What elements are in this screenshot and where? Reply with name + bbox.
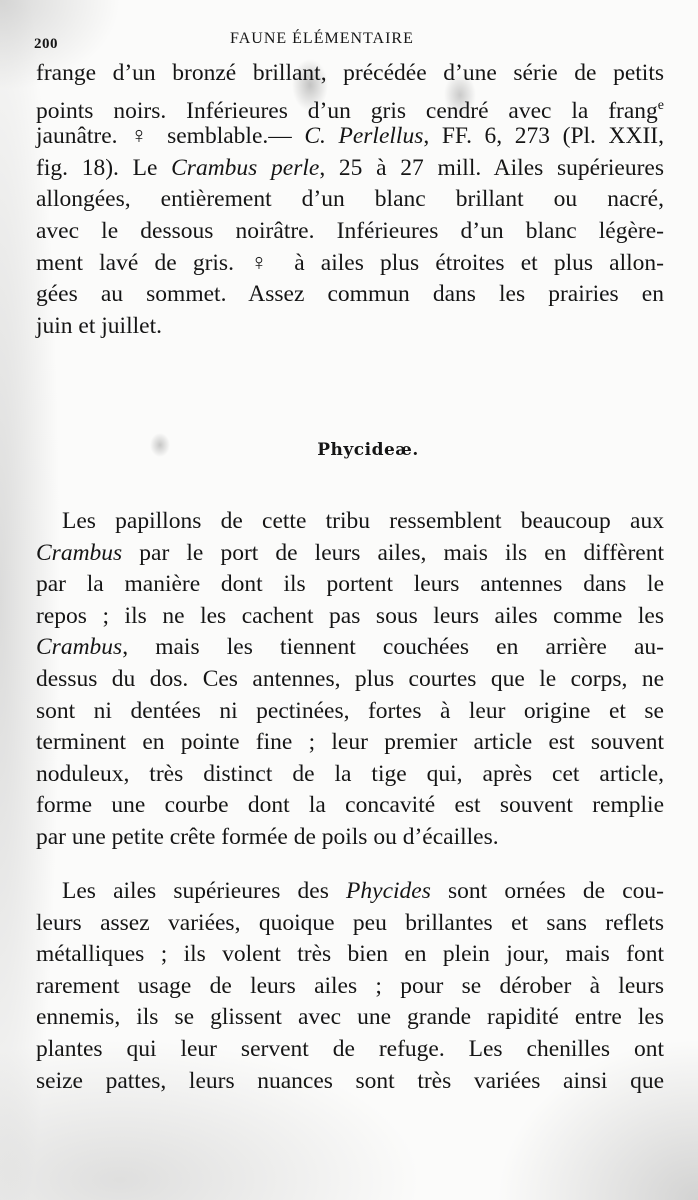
italic-genus-name: Crambus	[36, 539, 123, 566]
text-line: jaunâtre. ♀ semblable.— C. Perlellus, FF. 6, 273 (Pl. XXII,	[36, 123, 664, 150]
text-line: métalliques ; ils volent très bien en plein jour, mais font	[36, 941, 664, 968]
text-line: Les ailes supérieures des Phycides sont ornées de cou-	[62, 878, 664, 904]
text-line: terminent en pointe fine ; leur premier article est souvent	[36, 729, 664, 756]
text-line: points noirs. Inférieures d’un gris cendré avec la frang$^e$	[36, 97, 664, 124]
text-line: avec le dessous noirâtre. Inférieures d’un blanc légère-	[36, 217, 664, 244]
text-line: noduleux, très distinct de la tige qui, après cet article,	[36, 760, 664, 787]
text-line: Crambus par le port de leurs ailes, mais ils en diffèrent	[36, 539, 664, 566]
italic-genus-name: Crambus	[36, 634, 123, 661]
text-line: dessus du dos. Ces antennes, plus courtes que le corps, ne	[36, 665, 664, 692]
page-header	[34, 30, 664, 54]
text-line: rarement usage de leurs ailes ; pour se dérober à leurs	[36, 972, 664, 999]
italic-species-name: Crambus perle	[171, 154, 320, 181]
superscript: e	[657, 97, 664, 113]
italic-genus-name: Phycides	[346, 878, 431, 904]
italic-species-name: C. Perlellus	[304, 123, 424, 150]
text-line: par la manière dont ils portent leurs antennes dans le	[36, 571, 664, 598]
text-line: gées au sommet. Assez commun dans les prairies en	[36, 281, 664, 308]
text-line: leurs assez variées, quoique peu brillantes et sans reflets	[36, 909, 664, 936]
text-line: ennemis, ils se glissent avec une grande rapidité entre les	[36, 1004, 664, 1031]
text-line: frange d’un bronzé brillant, précédée d’une série de petits	[36, 60, 664, 86]
section-heading	[0, 440, 698, 460]
paragraph-phycideae-intro	[36, 506, 664, 854]
text-line: Les papillons de cette tribu ressemblent beaucoup aux	[62, 508, 664, 534]
text-line: repos ; ils ne les cachent pas sous leurs ailes comme les	[36, 602, 664, 629]
paragraph-phycides-wings	[36, 876, 664, 1097]
text-line: plantes qui leur servent de refuge. Les chenilles ont	[36, 1035, 664, 1062]
text-line: fig. 18). Le Crambus perle, 25 à 27 mill. Ailes supérieures	[36, 154, 664, 181]
running-title: FAUNE ÉLÉMENTAIRE	[230, 30, 414, 47]
page-number: 200	[34, 36, 58, 52]
text-line: seize pattes, leurs nuances sont très variées ainsi que	[36, 1067, 664, 1094]
text-line: forme une courbe dont la concavité est souvent remplie	[36, 792, 664, 819]
text-line: par une petite crête formée de poils ou d’écailles.	[36, 823, 499, 850]
text-line: allongées, entièrement d’un blanc brillant ou nacré,	[36, 186, 664, 213]
section-heading-text: Phycideæ.	[317, 440, 419, 460]
text-line: ment lavé de gris. ♀ à ailes plus étroites et plus allon-	[36, 249, 664, 276]
text-line: juin et juillet.	[36, 312, 162, 339]
text-line: sont ni dentées ni pectinées, fortes à leur origine et se	[36, 697, 664, 724]
text-line: Crambus, mais les tiennent couchées en arrière au-	[36, 634, 664, 661]
paragraph-crambus-perle	[36, 58, 664, 342]
